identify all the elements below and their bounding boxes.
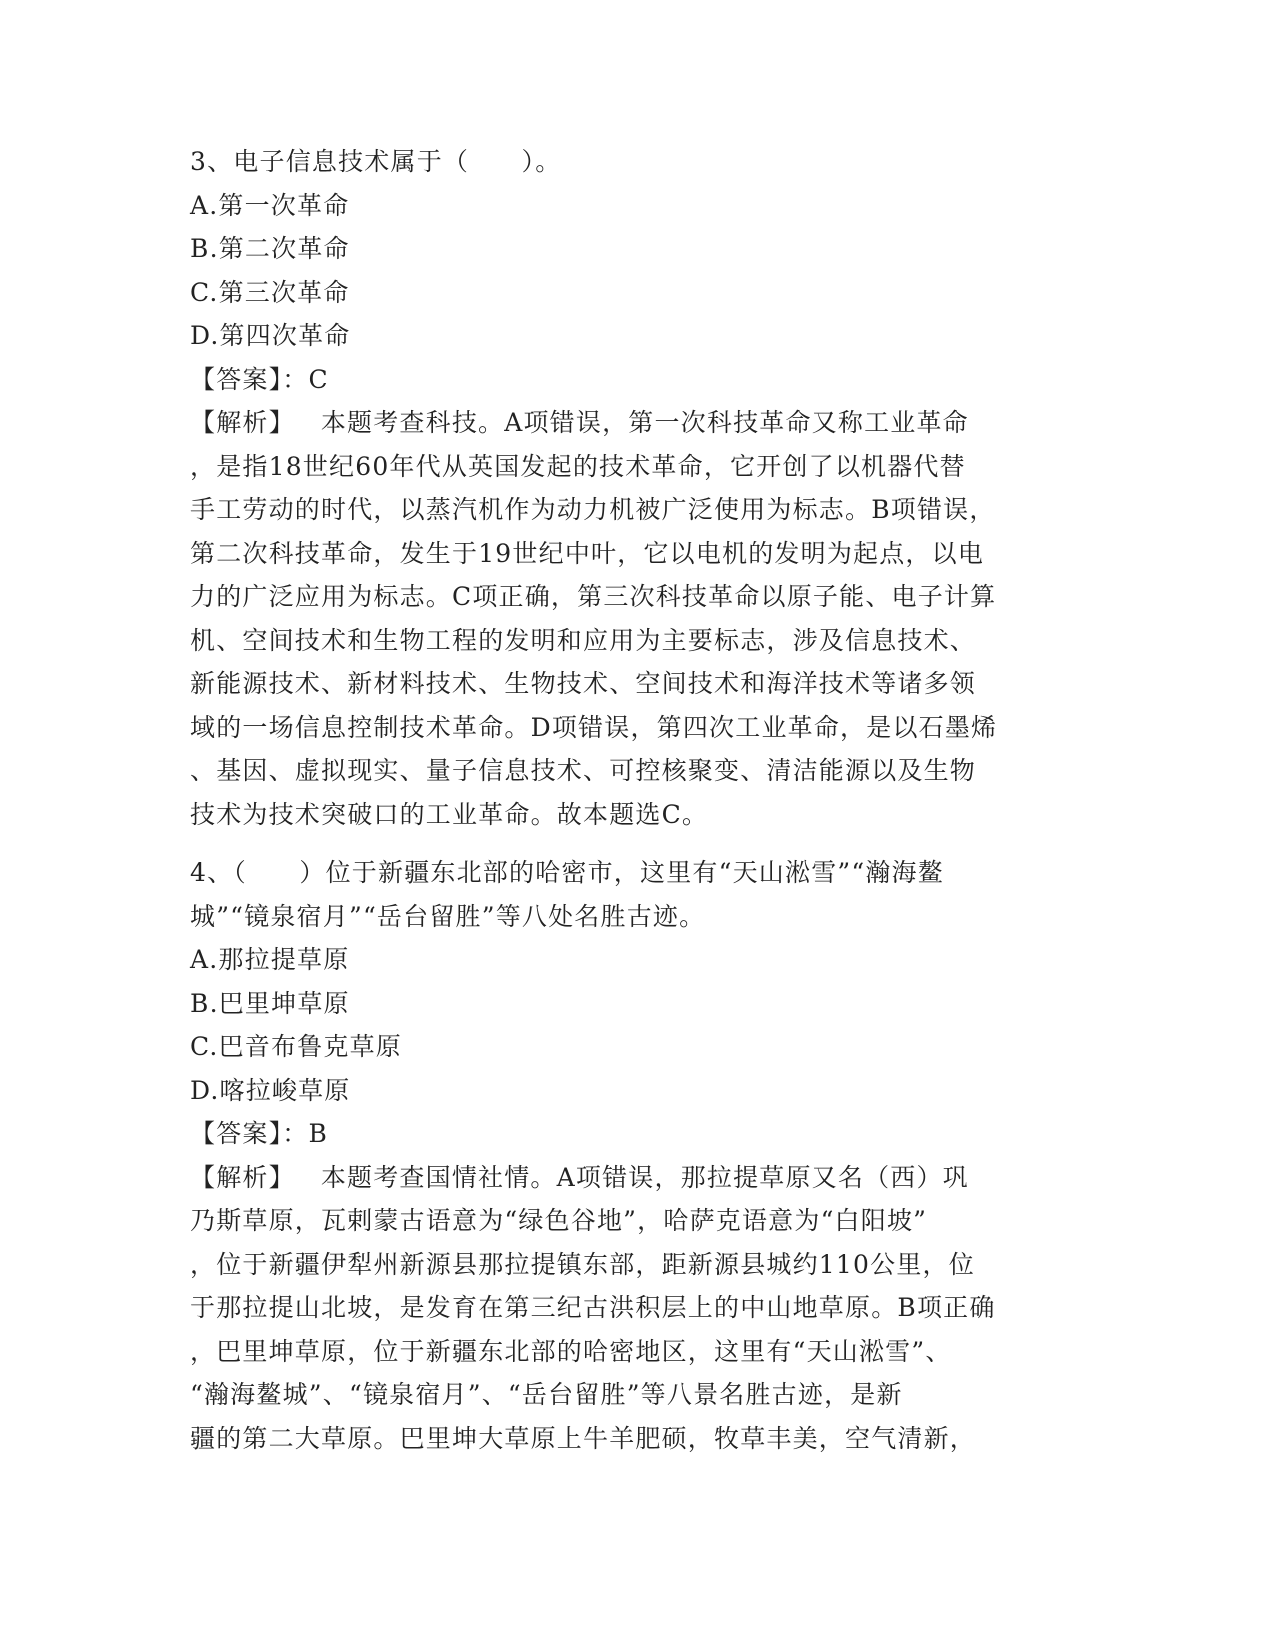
analysis-line: 手工劳动的时代，以蒸汽机作为动力机被广泛使用为标志。B项错误，: [190, 495, 996, 524]
analysis-line: ，是指18世纪60年代从英国发起的技术革命，它开创了以机器代替: [190, 451, 966, 481]
question-stem: 3、电子信息技术属于（ ）。: [190, 147, 562, 176]
analysis-line: 技术为技术突破口的工业革命。故本题选C。: [190, 799, 709, 829]
option-a: A.那拉提草原: [190, 945, 350, 974]
option-b: B.巴里坤草原: [190, 988, 350, 1018]
option-d: D.第四次革命: [190, 321, 351, 350]
question-gap: [190, 836, 1085, 851]
question-stem: 城”“镜泉宿月”“岳台留胜”等八处名胜古迹。: [190, 901, 706, 931]
document-page: [190, 140, 1085, 1460]
question-stem: 4、（ ）位于新疆东北部的哈密市，这里有“天山淞雪”“瀚海鳌: [190, 858, 944, 887]
option-d: D.喀拉峻草原: [190, 1075, 351, 1105]
analysis-line: 机、空间技术和生物工程的发明和应用为主要标志，涉及信息技术、: [190, 625, 977, 655]
analysis-line: 力的广泛应用为标志。C项正确，第三次科技革命以原子能、电子计算: [190, 582, 997, 611]
analysis-line: 第二次科技革命，发生于19世纪中叶，它以电机的发明为起点，以电: [190, 538, 985, 568]
analysis-label: 【解析】: [190, 408, 295, 437]
analysis-line: [190, 1156, 1085, 1200]
analysis-line: [190, 401, 1085, 445]
question-3: [190, 140, 1085, 836]
analysis-text: 本题考查国情社情。A项错误，那拉提草原又名（西）巩: [320, 1162, 969, 1192]
option-a: A.第一次革命: [190, 190, 350, 220]
analysis-line: 疆的第二大草原。巴里坤大草原上牛羊肥硕，牧草丰美，空气清新，: [190, 1423, 977, 1453]
analysis-line: ，位于新疆伊犁州新源县那拉提镇东部，距新源县城约110公里，位: [190, 1249, 975, 1279]
option-c: C.巴音布鲁克草原: [190, 1032, 402, 1061]
analysis-line: 乃斯草原，瓦剌蒙古语意为“绿色谷地”，哈萨克语意为“白阳坡”: [190, 1206, 928, 1235]
option-c: C.第三次革命: [190, 277, 350, 307]
analysis-line: 、基因、虚拟现实、量子信息技术、可控核聚变、清洁能源以及生物: [190, 756, 977, 785]
question-4: [190, 851, 1085, 1460]
analysis-line: ，巴里坤草原，位于新疆东北部的哈密地区，这里有“天山淞雪”、: [190, 1336, 952, 1366]
analysis-line: “瀚海鳌城”、“镜泉宿月”、“岳台留胜”等八景名胜古迹，是新: [190, 1380, 903, 1409]
analysis-label: 【解析】: [190, 1162, 295, 1192]
analysis-line: 域的一场信息控制技术革命。D项错误，第四次工业革命，是以石墨烯: [190, 712, 998, 742]
analysis-line: 于那拉提山北坡，是发育在第三纪古洪积层上的中山地草原。B项正确: [190, 1293, 996, 1322]
option-b: B.第二次革命: [190, 234, 350, 263]
analysis-text: 本题考查科技。A项错误，第一次科技革命又称工业革命: [320, 408, 969, 437]
analysis-line: 新能源技术、新材料技术、生物技术、空间技术和海洋技术等诸多领: [190, 669, 977, 698]
answer-line: 【答案】：C: [190, 364, 329, 394]
answer-line: 【答案】：B: [190, 1119, 329, 1148]
